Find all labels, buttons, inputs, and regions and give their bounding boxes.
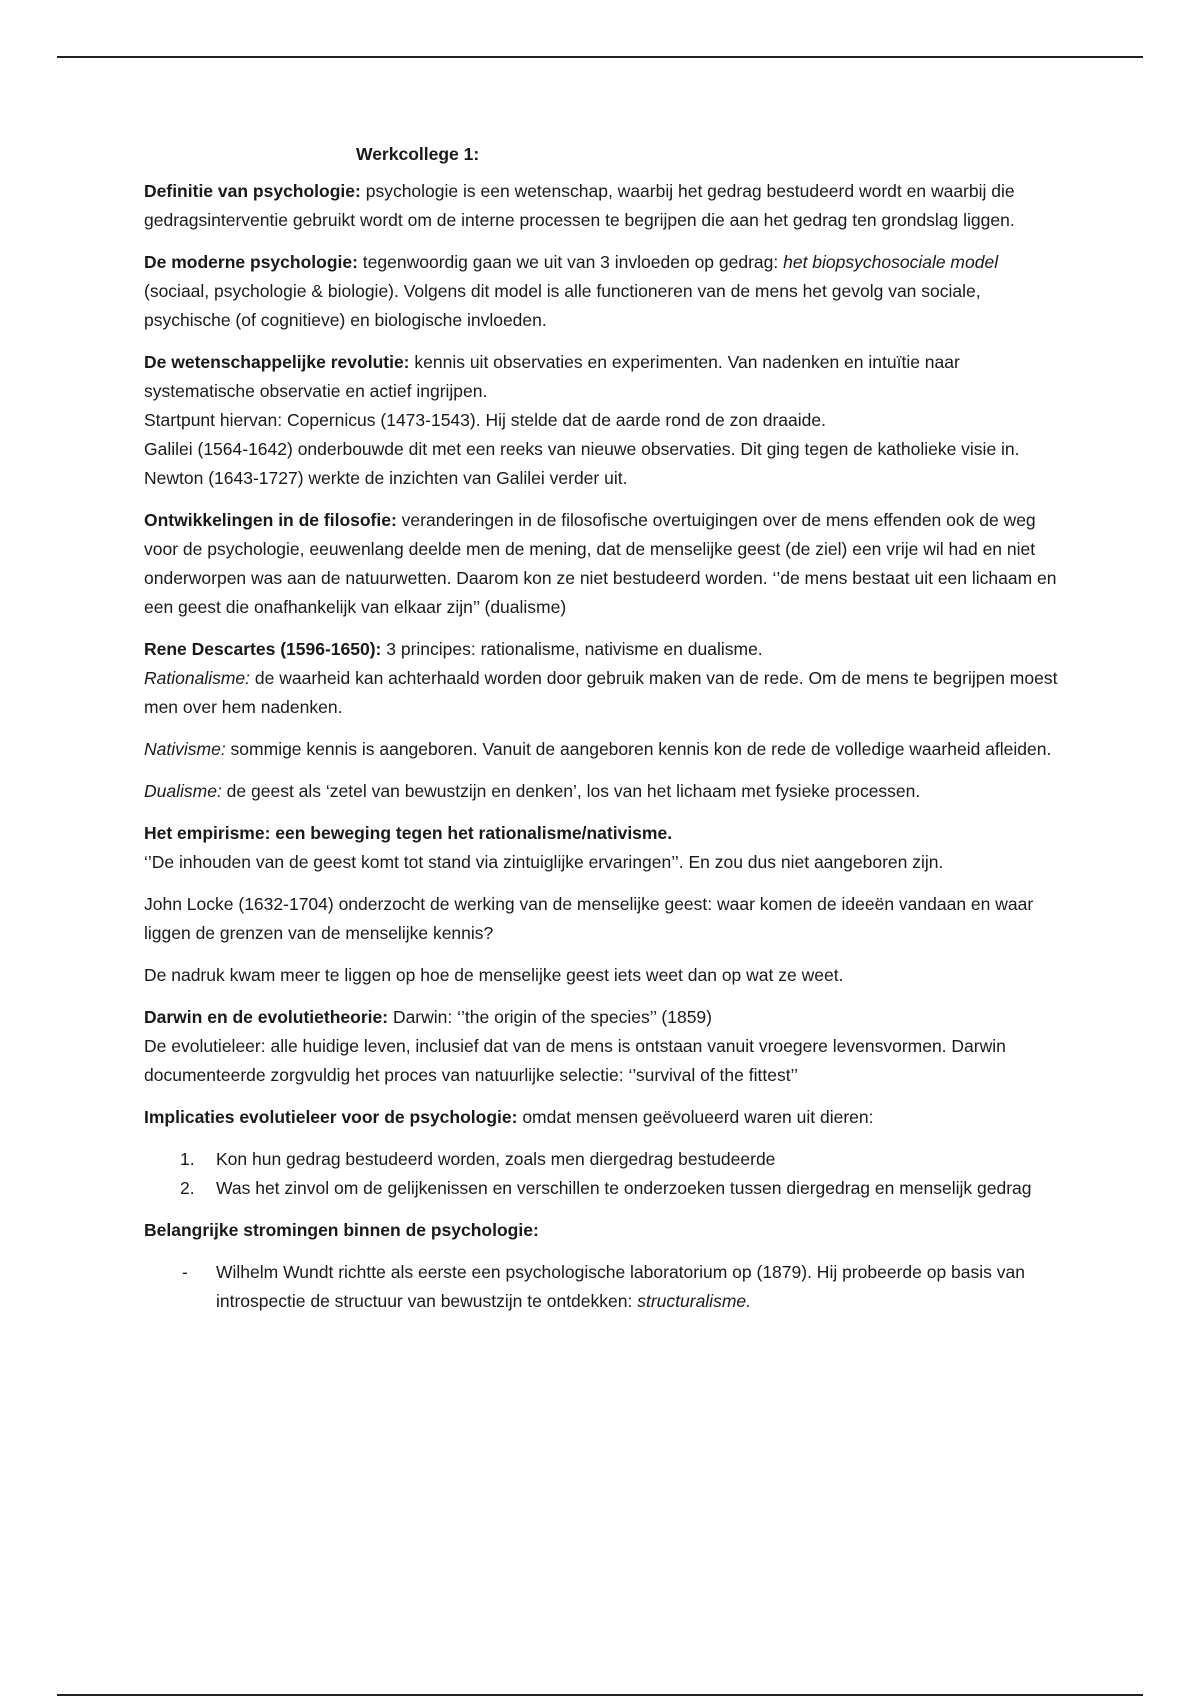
term-stromingen: Belangrijke stromingen binnen de psychologie:: [144, 1220, 539, 1240]
term-rationalisme: Rationalisme:: [144, 668, 251, 688]
term-wetenschappelijke-revolutie: De wetenschappelijke revolutie:: [144, 352, 410, 372]
paragraph-dualisme: Dualisme: de geest als ‘zetel van bewustzijn en denken’, los van het lichaam met fysieke processen.: [144, 781, 921, 801]
paragraph-empirisme: ‘’De inhouden van de geest komt tot stand via zintuiglijke ervaringen’’. En zou dus niet aangeboren zijn.: [144, 852, 944, 872]
term-filosofie: Ontwikkelingen in de filosofie:: [144, 510, 397, 530]
term-empirisme: Het empirisme: een beweging tegen het rationalisme/nativisme.: [144, 823, 673, 843]
footer-rule: [57, 1694, 1143, 1696]
paragraph-rationalisme: Rationalisme: de waarheid kan achterhaald worden door gebruik maken van de rede. Om de mens te begrijpen moest men over hem nadenken.: [144, 668, 1058, 717]
term-dualisme: Dualisme:: [144, 781, 222, 801]
paragraph-wetenschappelijke-revolutie: De wetenschappelijke revolutie: kennis uit observaties en experimenten. Van nadenken en intuïtie naar systematische observatie en actief ingrijpen.: [144, 352, 960, 401]
term-descartes: Rene Descartes (1596-1650):: [144, 639, 382, 659]
list-bullet: -: [182, 1262, 188, 1282]
stromingen-list: [144, 1258, 1064, 1316]
line-newton: Newton (1643-1727) werkte de inzichten van Galilei verder uit.: [144, 468, 628, 488]
paragraph-locke: John Locke (1632-1704) onderzocht de werking van de menselijke geest: waar komen de ideeën vandaan en waar liggen de grenzen van de menselijke kennis?: [144, 894, 1034, 943]
list-item: 1. Kon hun gedrag bestudeerd worden, zoals men diergedrag bestudeerde: [144, 1145, 1064, 1174]
document-title: Werkcollege 1:: [356, 144, 480, 164]
paragraph-nadruk: De nadruk kwam meer te liggen op hoe de menselijke geest iets weet dan op wat ze weet.: [144, 965, 844, 985]
term-nativisme: Nativisme:: [144, 739, 226, 759]
paragraph-moderne-psychologie: De moderne psychologie: tegenwoordig gaan we uit van 3 invloeden op gedrag: het biopsychosociale model (sociaal, psychologie & biologie). Volgens dit model is alle functioneren van de mens het gevolg van sociale, psychische (of cognitieve) en biologische invloeden.: [144, 252, 999, 330]
paragraph-evolutieleer: De evolutieleer: alle huidige leven, inclusief dat van de mens is ontstaan vanuit vroegere levensvormen. Darwin documenteerde zorgvuldig het proces van natuurlijke selectie: ‘’survival of the fittest’’: [144, 1036, 1006, 1085]
term-moderne-psychologie: De moderne psychologie:: [144, 252, 358, 272]
term-definitie: Definitie van psychologie:: [144, 181, 361, 201]
implicaties-list: [144, 1145, 1064, 1203]
line-copernicus: Startpunt hiervan: Copernicus (1473-1543). Hij stelde dat de aarde rond de zon draaide.: [144, 410, 826, 430]
term-implicaties: Implicaties evolutieleer voor de psychologie:: [144, 1107, 518, 1127]
emphasis-structuralisme: structuralisme.: [637, 1291, 751, 1311]
term-darwin: Darwin en de evolutietheorie:: [144, 1007, 389, 1027]
list-item: 2. Was het zinvol om de gelijkenissen en verschillen te onderzoeken tussen diergedrag en menselijk gedrag: [144, 1174, 1064, 1203]
list-number: 1.: [180, 1149, 195, 1169]
list-item: - Wilhelm Wundt richtte als eerste een psychologische laboratorium op (1879). Hij probeerde op basis van introspectie de structuur van bewustzijn te ontdekken: structuralisme.: [144, 1258, 1064, 1316]
list-number: 2.: [180, 1178, 195, 1198]
paragraph-definitie: Definitie van psychologie: psychologie is een wetenschap, waarbij het gedrag bestudeerd wordt en waarbij die gedragsinterventie gebruikt wordt om de interne processen te begrijpen die aan het gedrag ten grondslag liggen.: [144, 181, 1015, 230]
paragraph-descartes: Rene Descartes (1596-1650): 3 principes: rationalisme, nativisme en dualisme.: [144, 639, 763, 659]
header-rule: [57, 56, 1143, 58]
paragraph-filosofie: Ontwikkelingen in de filosofie: veranderingen in de filosofische overtuigingen over de mens effenden ook de weg voor de psychologie, eeuwenlang deelde men de mening, dat de menselijke geest (de ziel) een vrije wil had en niet onderworpen was aan de natuurwetten. Daarom kon ze niet bestudeerd worden. ‘’de mens bestaat uit een lichaam en een geest die onafhankelijk van elkaar zijn’’ (dualisme): [144, 510, 1057, 617]
paragraph-nativisme: Nativisme: sommige kennis is aangeboren. Vanuit de aangeboren kennis kon de rede de volledige waarheid afleiden.: [144, 739, 1052, 759]
line-galilei: Galilei (1564-1642) onderbouwde dit met een reeks van nieuwe observaties. Dit ging tegen de katholieke visie in.: [144, 439, 1020, 459]
document-body: [144, 140, 1064, 1316]
paragraph-implicaties: Implicaties evolutieleer voor de psychologie: omdat mensen geëvolueerd waren uit dieren:: [144, 1107, 874, 1127]
emphasis-biopsychosociale-model: het biopsychosociale model: [783, 252, 999, 272]
heading-stromingen: [144, 1216, 1064, 1245]
paragraph-darwin: Darwin en de evolutietheorie: Darwin: ‘’the origin of the species’’ (1859): [144, 1007, 712, 1027]
heading-empirisme: [144, 819, 1064, 848]
